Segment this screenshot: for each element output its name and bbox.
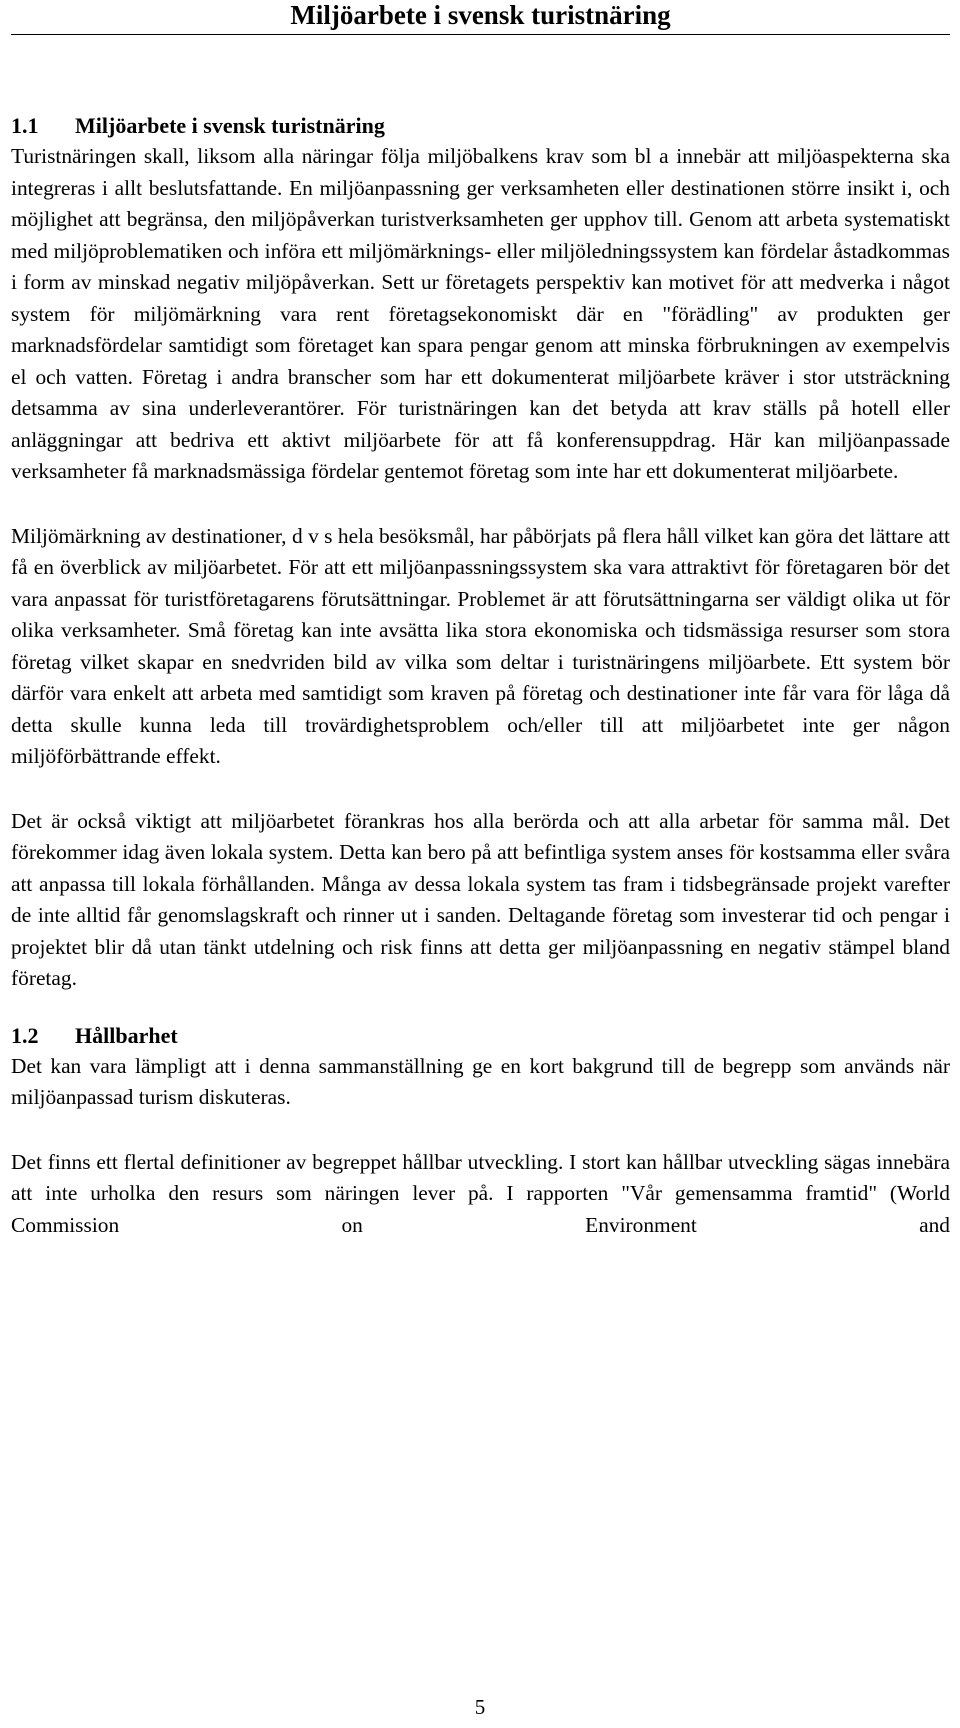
paragraph: Miljömärkning av destinationer, d v s hela besöksmål, har påbörjats på flera håll vilket kan göra det lättare att få en överblick av miljöarbetet. För att ett miljöanpassningssystem ska vara attraktivt för företagaren bör det vara anpassat för turistföretagarens förutsättningar. Problemet är att förutsättningarna ser väldigt olika ut för olika verksamheter. Små företag kan inte avsätta lika stora ekonomiska och tidsmässiga resurser som stora företag vilket skapar en snedvriden bild av vilka som deltar i turistnäringens miljöarbete. Ett system bör därför vara enkelt att arbeta med samtidigt som kraven på företag och destinationer inte får vara för låga då detta skulle kunna leda till trovärdighetsproblem och/eller till att miljöarbetet inte ger någon miljöförbättrande effekt. — [11, 523, 950, 768]
paragraph: Det är också viktigt att miljöarbetet förankras hos alla berörda och att alla arbetar för samma mål. Det förekommer idag även lokala system. Detta kan bero på att befintliga system anses för kostsamma eller svåra att anpassa till lokala förhållanden. Många av dessa lokala system tas fram i tidsbegränsade projekt varefter de inte alltid får genomslagskraft och rinner ut i sanden. Deltagande företag som investerar tid och pengar i projektet blir då utan tänkt utdelning och risk finns att detta ger miljöanpassning en negativ stämpel bland företag. — [11, 808, 950, 990]
section-title: Hållbarhet — [75, 1022, 178, 1048]
section-heading-1-2 — [11, 1021, 950, 1051]
paragraph: Det finns ett flertal definitioner av begreppet hållbar utveckling. I stort kan hållbar utveckling sägas innebära att inte urholka den resurs som näringen lever på. I rapporten "Vår gemensamma framtid" (World Commission on Environment and — [11, 1149, 950, 1237]
paragraph: Det kan vara lämpligt att i denna sammanställning ge en kort bakgrund till de begrepp som används när miljöanpassad turism diskuteras. — [11, 1053, 950, 1109]
running-header: Miljöarbete i svensk turistnäring — [11, 0, 950, 35]
paragraph: Turistnäringen skall, liksom alla näringar följa miljöbalkens krav som bl a innebär att miljöaspekterna ska integreras i allt beslutsfattande. En miljöanpassning ger verksamheten eller destinationen större insikt i, och möjlighet att begränsa, den miljöpåverkan turistverksamheten ger upphov till. Genom att arbeta systematiskt med miljöproblematiken och införa ett miljömärknings- eller miljöledningssystem kan fördelar åstadkommas i form av minskad negativ miljöpåverkan. Sett ur företagets perspektiv kan motivet för att medverka i något system för miljömärkning vara rent företagsekonomiskt där en "förädling" av produkten ger marknadsfördelar samtidigt som företaget kan spara pengar genom att minska förbrukningen av exempelvis el och vatten. Företag i andra branscher som har ett dokumenterat miljöarbete kräver i stor utsträckning detsamma av sina underleverantörer. För turistnäringen kan det betyda att krav ställs på hotell eller anläggningar att bedriva ett aktivt miljöarbete för att få konferensuppdrag. Här kan miljöanpassade verksamheter få marknadsmässiga fördelar gentemot företag som inte har ett dokumenterat miljöarbete. — [11, 144, 950, 483]
section-title: Miljöarbete i svensk turistnäring — [75, 113, 385, 138]
section-number: 1.2 — [11, 1022, 39, 1048]
section-number: 1.1 — [11, 113, 39, 138]
section-heading-1-1 — [11, 111, 950, 141]
page-number: 5 — [474, 1695, 486, 1719]
